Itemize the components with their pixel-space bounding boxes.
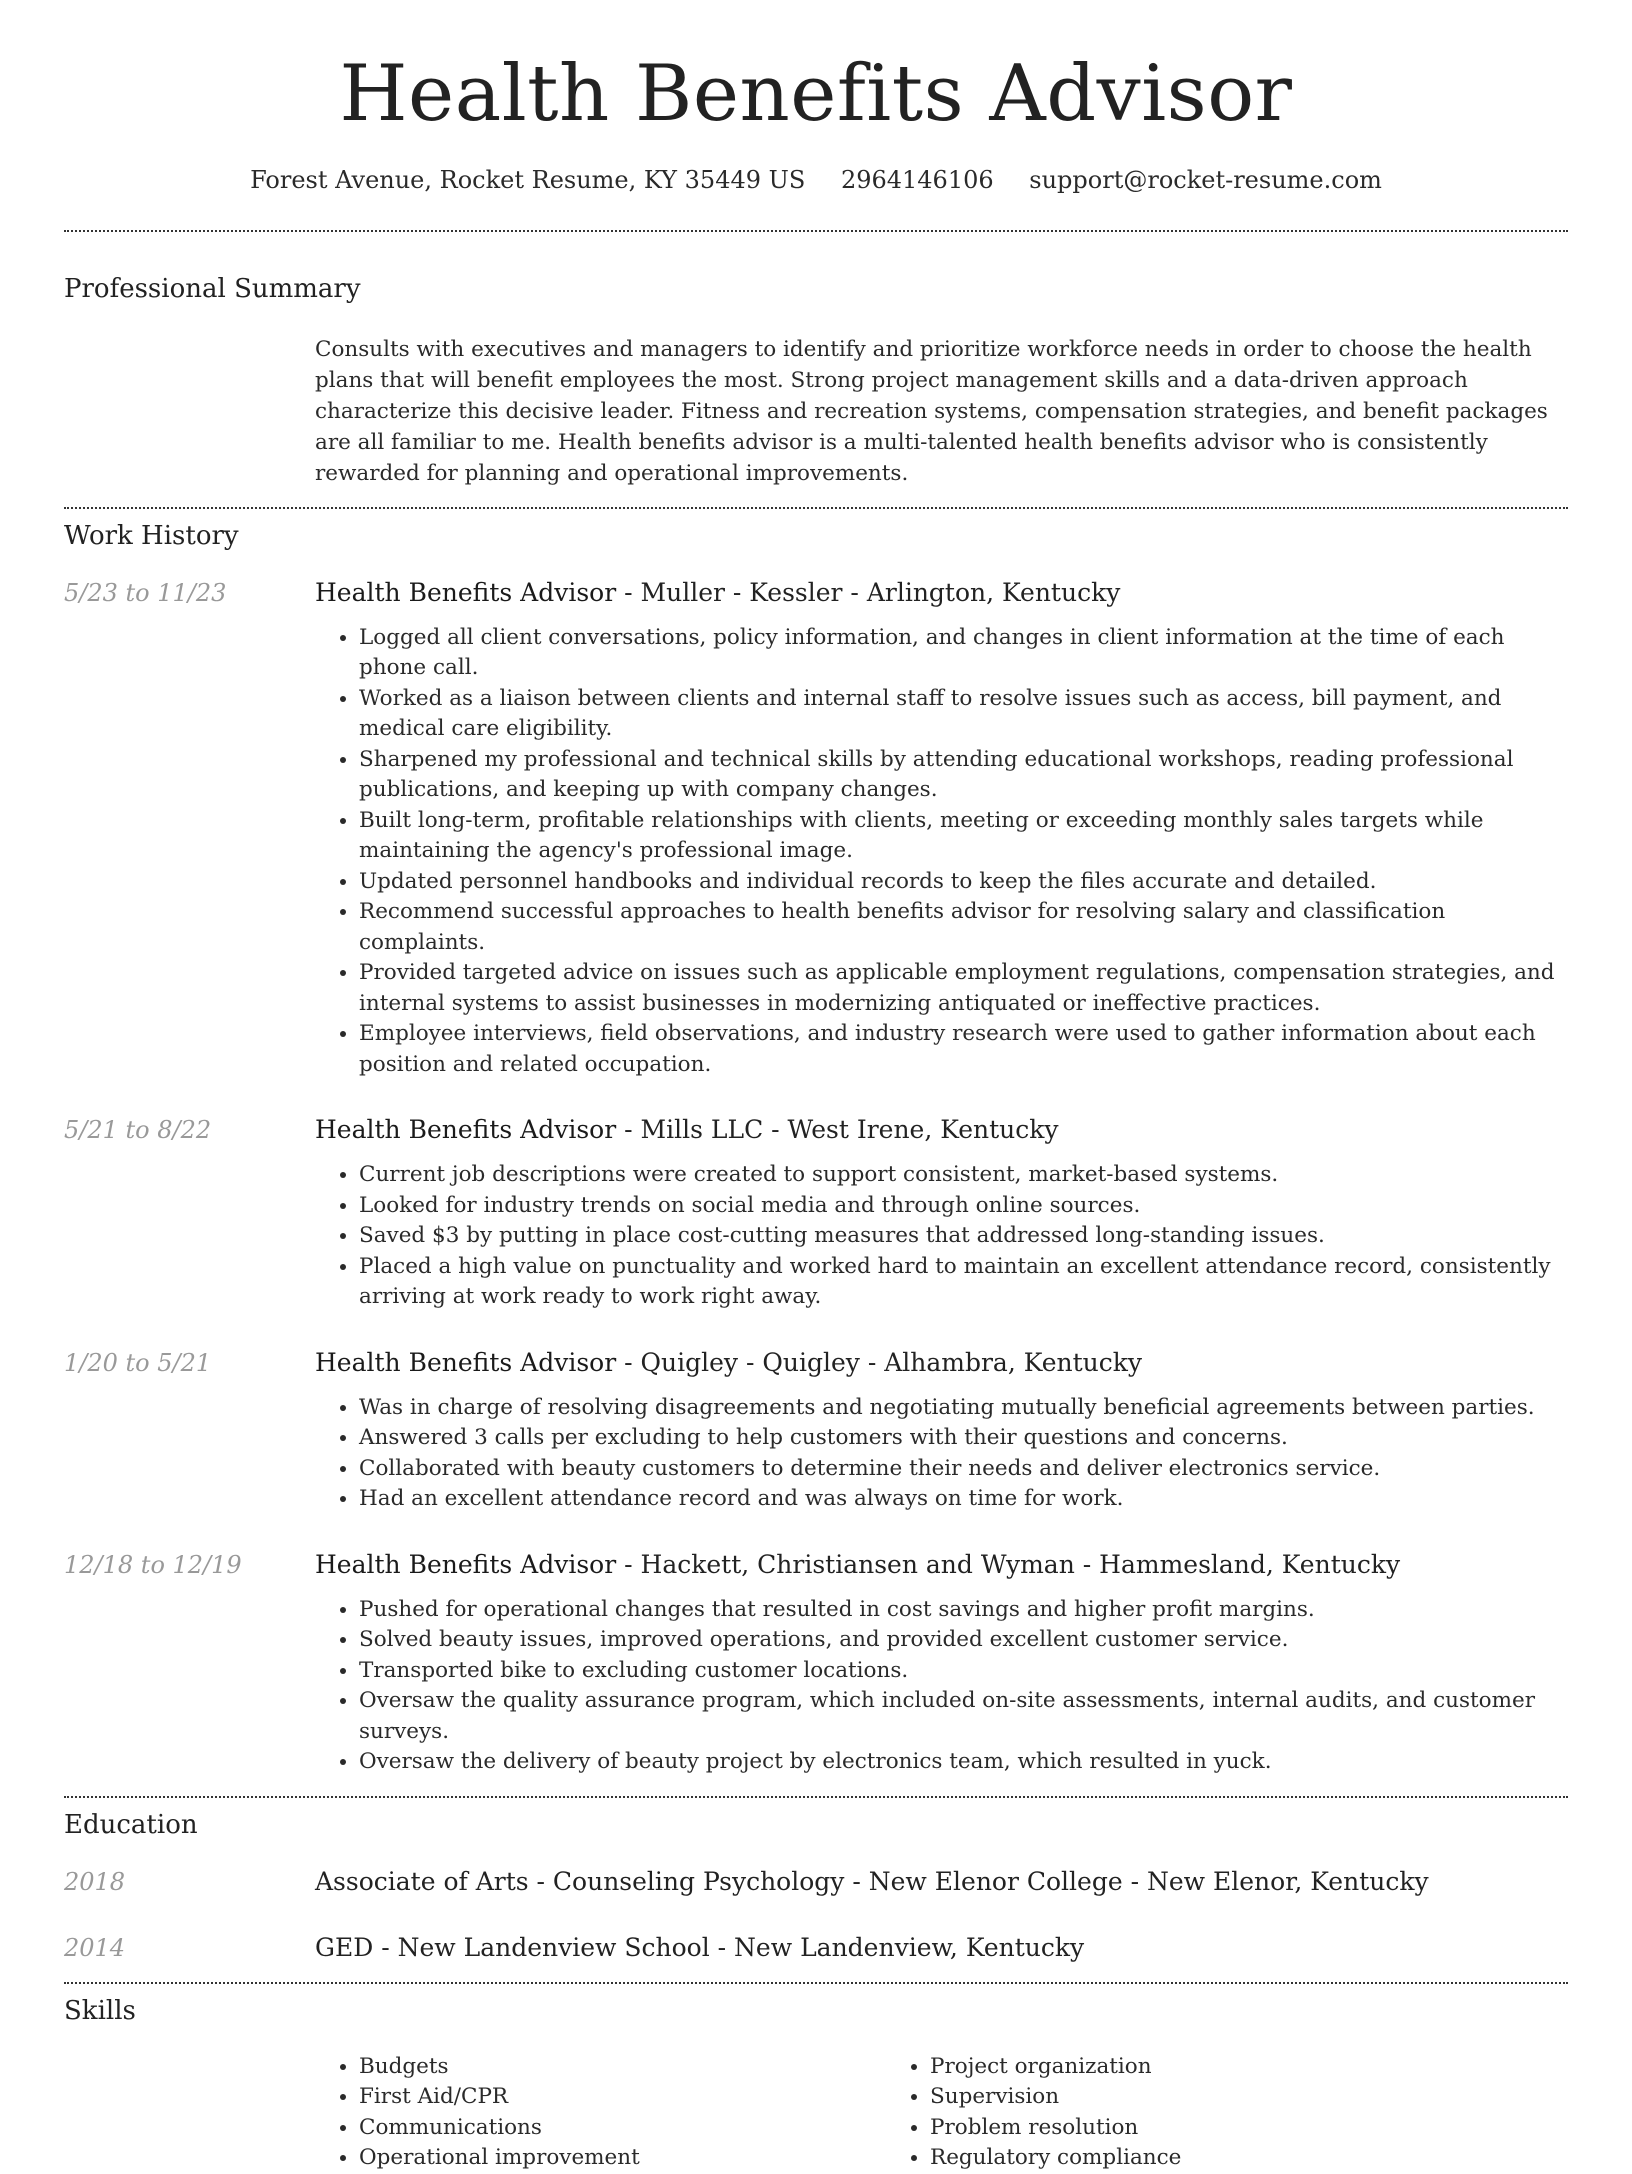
list-item: • Updated personnel handbooks and individual records to keep the files accurate and detailed. xyxy=(359,867,1568,898)
list-item: • Employee interviews, field observations, and industry research were used to gather information about each position and related occupation. xyxy=(359,1019,1568,1080)
list-item: • Worked as a liaison between clients and internal staff to resolve issues such as access, bill payment, and medical care eligibility. xyxy=(359,684,1568,745)
list-item: • Operational improvement xyxy=(359,2143,886,2174)
skills-heading: Skills xyxy=(64,1995,136,2026)
job-title-line xyxy=(315,1114,1568,1146)
job-bullets xyxy=(315,1393,1568,1515)
job-date: 5/21 to 8/22 xyxy=(64,1116,212,1145)
job-title: Health Benefits Advisor xyxy=(315,577,617,607)
skills-column-right xyxy=(886,2052,1457,2174)
job-body xyxy=(315,1549,1568,1778)
job-body xyxy=(315,577,1568,1081)
education-school: - New Elenor College - New Elenor, Kentucky xyxy=(844,1866,1429,1896)
education-date: 2018 xyxy=(64,1867,126,1896)
list-item: • Answered 3 calls per excluding to help customers with their questions and concerns. xyxy=(359,1423,1568,1454)
list-item: • Had an excellent attendance record and was always on time for work. xyxy=(359,1484,1568,1515)
job-title: Health Benefits Advisor xyxy=(315,1347,617,1377)
list-item: • Solved beauty issues, improved operations, and provided excellent customer service. xyxy=(359,1625,1568,1656)
job-body xyxy=(315,1114,1568,1313)
list-item: • Regulatory compliance xyxy=(930,2143,1457,2174)
work-history-list xyxy=(64,577,1568,1778)
list-item: • Budgets xyxy=(359,2052,886,2083)
contact-line xyxy=(64,166,1568,194)
list-item: • Communications xyxy=(359,2113,886,2144)
job-body xyxy=(315,1347,1568,1515)
skills-column-left xyxy=(315,2052,886,2174)
list-item: • Logged all client conversations, policy information, and changes in client information at the time of each phone call. xyxy=(359,623,1568,684)
job-title-line xyxy=(315,1549,1568,1581)
list-item: • Oversaw the delivery of beauty project by electronics team, which resulted in yuck. xyxy=(359,1747,1568,1778)
job-bullets xyxy=(315,623,1568,1081)
education-date: 2014 xyxy=(64,1933,126,1962)
education-school: - New Landenview School - New Landenview, Kentucky xyxy=(373,1932,1085,1962)
job-date: 5/23 to 11/23 xyxy=(64,578,227,607)
list-item: • Built long-term, profitable relationships with clients, meeting or exceeding monthly sales targets while maintaining the agency's professional image. xyxy=(359,806,1568,867)
list-item: • First Aid/CPR xyxy=(359,2082,886,2113)
summary-heading: Professional Summary xyxy=(64,273,361,304)
summary-text: Consults with executives and managers to identify and prioritize workforce needs in order to choose the health plans that will benefit employees the most. Strong project management skills and a data-driven approach characterize this decisive leader. Fitness and recreation systems, compensation strategies, and benefit packages are all familiar to me. Health benefits advisor is a multi-talented health benefits advisor who is consistently rewarded for planning and operational improvements. xyxy=(315,336,1548,486)
list-item: • Transported bike to excluding customer locations. xyxy=(359,1656,1568,1687)
list-item: • Pushed for operational changes that resulted in cost savings and higher profit margins. xyxy=(359,1595,1568,1626)
work-history-heading: Work History xyxy=(64,520,239,551)
list-item: • Oversaw the quality assurance program, which included on-site assessments, internal audits, and customer surveys. xyxy=(359,1686,1568,1747)
job-title-line xyxy=(315,577,1568,609)
job-title: Health Benefits Advisor xyxy=(315,1115,617,1145)
job-employer: - Quigley - Quigley - Alhambra, Kentucky xyxy=(616,1347,1143,1377)
list-item: • Was in charge of resolving disagreements and negotiating mutually beneficial agreements between parties. xyxy=(359,1393,1568,1424)
education-heading: Education xyxy=(64,1809,198,1840)
job-employer: - Muller - Kessler - Arlington, Kentucky xyxy=(616,577,1121,607)
education-list xyxy=(64,1866,1568,1964)
divider xyxy=(64,230,1568,232)
divider xyxy=(64,1982,1568,1984)
education-entry xyxy=(64,1932,1568,1964)
job-entry xyxy=(64,1549,1568,1778)
education-text xyxy=(315,1932,1084,1964)
candidate-name: Health Benefits Advisor xyxy=(339,49,1293,139)
education-text xyxy=(315,1866,1429,1898)
list-item: • Recommend successful approaches to health benefits advisor for resolving salary and classification complaints. xyxy=(359,897,1568,958)
job-date: 12/18 to 12/19 xyxy=(64,1550,242,1579)
job-bullets xyxy=(315,1160,1568,1313)
list-item: • Provided targeted advice on issues such as applicable employment regulations, compensation strategies, and internal systems to assist businesses in modernizing antiquated or ineffective practices. xyxy=(359,958,1568,1019)
list-item: • Project organization xyxy=(930,2052,1457,2083)
skills-list xyxy=(315,2052,1568,2174)
job-entry xyxy=(64,1347,1568,1515)
list-item: • Current job descriptions were created to support consistent, market-based systems. xyxy=(359,1160,1568,1191)
list-item: • Looked for industry trends on social media and through online sources. xyxy=(359,1191,1568,1222)
list-item: • Saved $3 by putting in place cost-cutting measures that addressed long-standing issues. xyxy=(359,1221,1568,1252)
education-degree: Associate of Arts - Counseling Psychology xyxy=(315,1866,845,1896)
divider xyxy=(64,507,1568,509)
job-title: Health Benefits Advisor xyxy=(315,1549,617,1579)
divider xyxy=(64,1796,1568,1798)
list-item: • Supervision xyxy=(930,2082,1457,2113)
job-employer: - Hackett, Christiansen and Wyman - Hammesland, Kentucky xyxy=(616,1549,1401,1579)
job-employer: - Mills LLC - West Irene, Kentucky xyxy=(616,1115,1059,1145)
education-degree: GED xyxy=(315,1932,374,1962)
contact-phone: 2964146106 xyxy=(840,165,994,194)
education-entry xyxy=(64,1866,1568,1898)
contact-address: Forest Avenue, Rocket Resume, KY 35449 US xyxy=(250,165,806,194)
list-item: • Placed a high value on punctuality and worked hard to maintain an excellent attendance record, consistently arriving at work ready to work right away. xyxy=(359,1252,1568,1313)
list-item: • Sharpened my professional and technical skills by attending educational workshops, reading professional publications, and keeping up with company changes. xyxy=(359,745,1568,806)
job-date: 1/20 to 5/21 xyxy=(64,1348,212,1377)
contact-email: support@rocket-resume.com xyxy=(1029,165,1382,194)
job-title-line xyxy=(315,1347,1568,1379)
job-bullets xyxy=(315,1595,1568,1778)
job-entry xyxy=(64,577,1568,1081)
list-item: • Collaborated with beauty customers to determine their needs and deliver electronics service. xyxy=(359,1454,1568,1485)
list-item: • Problem resolution xyxy=(930,2113,1457,2144)
job-entry xyxy=(64,1114,1568,1313)
